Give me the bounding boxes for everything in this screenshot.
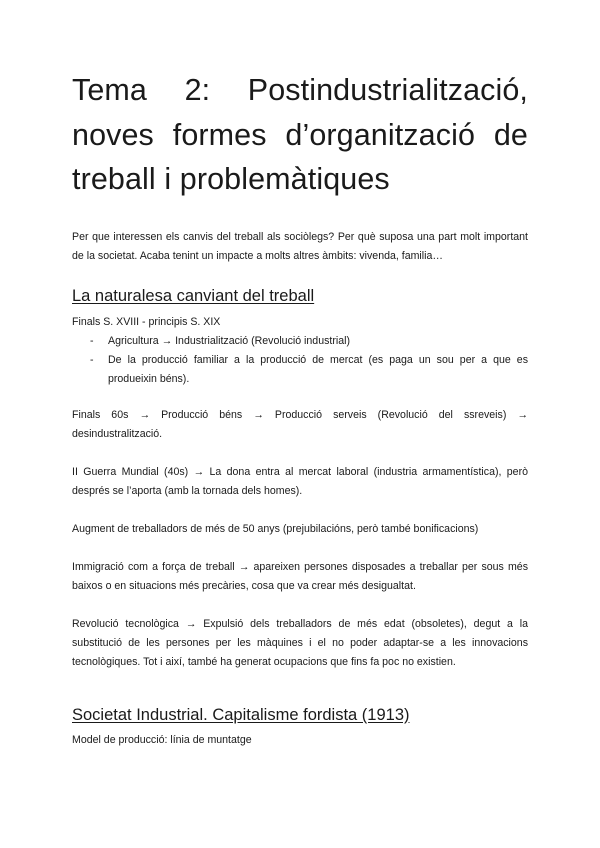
list-item-text: De la producció familiar a la producció de mercat (es paga un sou per a que es produeixin béns). bbox=[108, 353, 528, 385]
document-title: Tema 2: Postindustrialització, noves formes d’organització de treball i problemàtiques bbox=[72, 73, 528, 196]
model-produccio-line: Model de producció: línia de muntatge bbox=[72, 733, 252, 746]
paragraph-immigracio: Immigració com a força de treball → apareixen persones disposades a treballar per sous més baixos o en situacions més precàries, cosa que va crear més desigualtat. bbox=[72, 560, 528, 592]
period-bullet-list bbox=[72, 332, 528, 389]
section-heading-naturalesa: La naturalesa canviant del treball bbox=[72, 286, 315, 305]
list-item bbox=[72, 332, 528, 351]
paragraph-finals-60s: Finals 60s → Producció béns → Producció serveis (Revolució del ssreveis) → desindustralització. bbox=[72, 408, 528, 440]
bullet-dash: - bbox=[90, 353, 94, 366]
list-item-text: Agricultura → Industrialització (Revolució industrial) bbox=[108, 334, 350, 347]
bullet-dash: - bbox=[90, 334, 94, 347]
list-item bbox=[72, 351, 528, 389]
intro-paragraph: Per que interessen els canvis del treball als sociòlegs? Per què suposa una part molt important de la societat. Acaba tenint un impacte a molts altres àmbits: vivenda, familia… bbox=[72, 230, 528, 262]
paragraph-augment-treballadors: Augment de treballadors de més de 50 anys (prejubilacións, però també bonificacions) bbox=[72, 522, 479, 535]
paragraph-guerra-mundial: II Guerra Mundial (40s) → La dona entra al mercat laboral (industria armamentística), però després se l’aporta (amb la tornada dels homes). bbox=[72, 465, 528, 497]
section-heading-societat-industrial: Societat Industrial. Capitalisme fordista (1913) bbox=[72, 705, 410, 724]
document-page bbox=[72, 68, 528, 750]
period-line: Finals S. XVIII - principis S. XIX bbox=[72, 315, 221, 328]
paragraph-revolucio-tecnologica: Revolució tecnològica → Expulsió dels treballadors de més edat (obsoletes), degut a la substitució de les persones per les màquines i el no poder adaptar-se a les innovacions tecnològiques. Tot i així, també ha generat ocupacions que fins fa poc no existien. bbox=[72, 617, 528, 668]
